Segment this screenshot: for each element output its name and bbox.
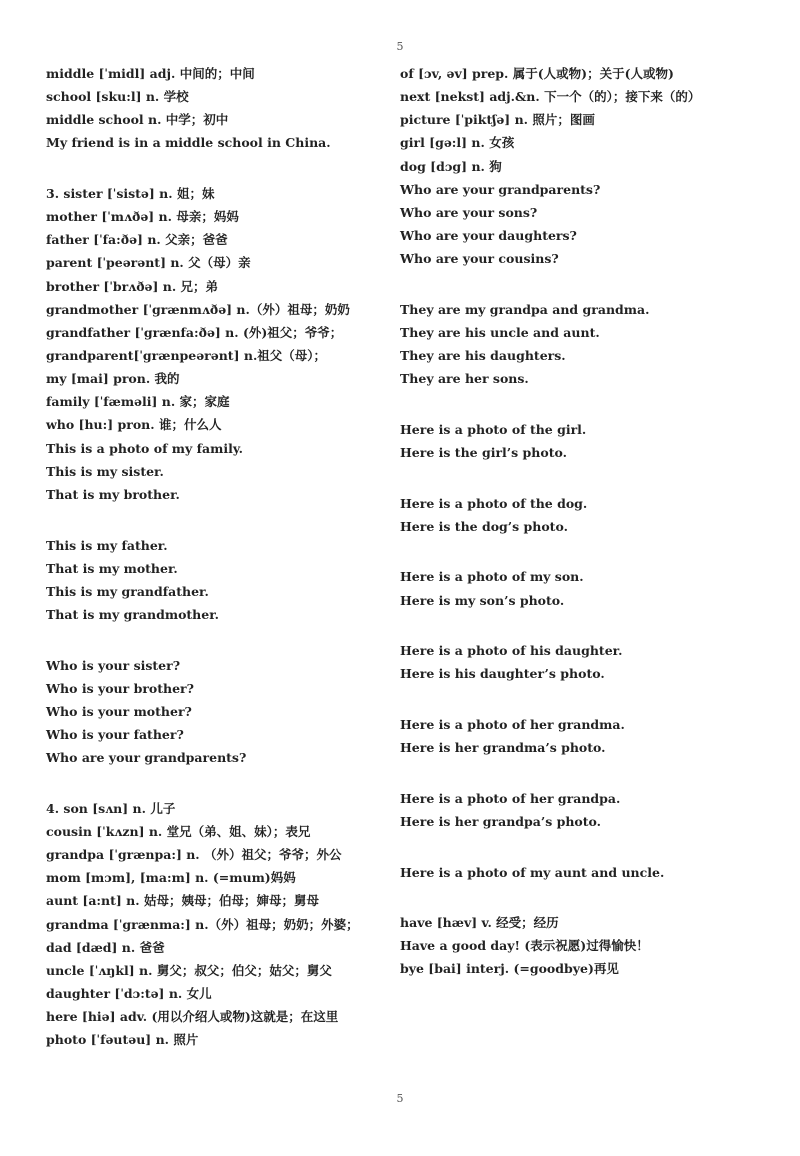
text-line: here [hiə] adv. (用以介绍人或物)这就是；在这里 <box>46 1009 339 1025</box>
text-line: Who are your cousins? <box>400 251 559 267</box>
text-line: This is my grandfather. <box>46 583 209 599</box>
text-line: Who is your mother? <box>46 703 192 719</box>
text-line: uncle [ˈʌŋkl] n. 舅父；叔父；伯父；姑父；舅父 <box>46 962 332 978</box>
blank-line <box>400 612 790 640</box>
text-line: Here is a photo of my aunt and uncle. <box>400 864 665 880</box>
text-line: next [nekst] adj.&n. 下一个（的）；接下来（的） <box>400 89 701 105</box>
text-line: Here is his daughter’s photo. <box>400 666 605 682</box>
text-line: picture [ˈpiktʃə] n. 照片；图画 <box>400 112 595 128</box>
text-line: They are his uncle and aunt. <box>400 324 600 340</box>
blank-line <box>46 626 386 654</box>
text-line: grandpa [ˈgrænpa:] n. （外）祖父；爷爷；外公 <box>46 847 342 863</box>
left-column <box>46 62 386 1051</box>
text-line: brother [ˈbrʌðə] n. 兄；弟 <box>46 278 219 294</box>
text-line: Who is your sister? <box>46 657 181 673</box>
page-number-top: 5 <box>396 40 404 53</box>
text-line: grandfather [ˈgrænfa:ðə] n. (外)祖父；爷爷； <box>46 324 343 340</box>
text-line: That is my mother. <box>46 560 178 576</box>
text-line: This is my father. <box>46 537 168 553</box>
page-number-bottom: 5 <box>396 1092 404 1105</box>
text-line: parent [ˈpeərənt] n. 父（母）亲 <box>46 255 251 271</box>
text-line: of [ɔv, əv] prep. 属于(人或物)；关于(人或物) <box>400 66 674 81</box>
blank-line <box>400 538 790 566</box>
text-line: Here is a photo of her grandpa. <box>400 790 621 806</box>
text-line: bye [bai] interj. (=goodbye)再见 <box>400 961 619 977</box>
text-line: 3. sister [ˈsistə] n. 姐；妹 <box>46 186 215 202</box>
text-line: Have a good day! (表示祝愿)过得愉快！ <box>400 938 649 954</box>
text-line: dad [dæd] n. 爸爸 <box>46 939 165 955</box>
blank-line <box>46 769 386 797</box>
text-line: Here is a photo of her grandma. <box>400 716 625 732</box>
text-line: daughter [ˈdɔ:tə] n. 女儿 <box>46 985 212 1001</box>
text-line: Who is your father? <box>46 727 184 743</box>
blank-line <box>400 884 790 912</box>
text-line: Who are your daughters? <box>400 227 577 243</box>
text-line: family [ˈfæməli] n. 家；家庭 <box>46 394 230 410</box>
text-line: grandma [ˈgrænma:] n.（外）祖母；奶奶；外婆； <box>46 916 359 932</box>
blank-line <box>400 390 790 418</box>
blank-line <box>400 464 790 492</box>
text-line: They are my grandpa and grandma. <box>400 301 650 317</box>
text-line: Here is my son’s photo. <box>400 592 565 608</box>
text-line: aunt [a:nt] n. 姑母；姨母；伯母；婶母；舅母 <box>46 893 319 909</box>
text-line: mom [mɔm], [ma:m] n. (=mum)妈妈 <box>46 870 296 886</box>
text-line: Here is the dog’s photo. <box>400 518 568 534</box>
text-line: That is my grandmother. <box>46 606 220 622</box>
blank-line <box>400 270 790 298</box>
text-line: who [hu:] pron. 谁；什么人 <box>46 417 222 433</box>
text-line: Here is her grandma’s photo. <box>400 740 606 756</box>
blank-line <box>46 506 386 534</box>
text-line: They are his daughters. <box>400 348 566 364</box>
text-line: photo [ˈfəutəu] n. 照片 <box>46 1032 199 1048</box>
text-line: middle school n. 中学；初中 <box>46 112 229 128</box>
text-line: Here is a photo of the girl. <box>400 421 587 437</box>
text-line: Who are your sons? <box>400 204 538 220</box>
blank-line <box>400 685 790 713</box>
blank-line <box>400 759 790 787</box>
text-line: Who are your grandparents? <box>400 181 601 197</box>
text-line: middle [ˈmidl] adj. 中间的；中间 <box>46 66 255 81</box>
text-line: Who are your grandparents? <box>46 750 247 766</box>
text-line: mother [ˈmʌðə] n. 母亲；妈妈 <box>46 209 239 225</box>
text-line: This is my sister. <box>46 463 164 479</box>
text-line: dog [dɔg] n. 狗 <box>400 158 502 174</box>
text-line: grandmother [ˈgrænmʌðə] n.（外）祖母；奶奶 <box>46 301 350 317</box>
text-line: have [hæv] v. 经受；经历 <box>400 915 559 931</box>
text-line: Here is a photo of his daughter. <box>400 643 623 659</box>
text-line: My friend is in a middle school in China. <box>46 135 331 151</box>
text-line: 4. son [sʌn] n. 儿子 <box>46 800 176 816</box>
text-line: Who is your brother? <box>46 680 194 696</box>
text-line: That is my brother. <box>46 486 180 502</box>
text-line: This is a photo of my family. <box>46 440 244 456</box>
text-line: my [mai] pron. 我的 <box>46 371 180 387</box>
text-line: school [sku:l] n. 学校 <box>46 89 189 105</box>
text-line: father [ˈfa:ðə] n. 父亲；爸爸 <box>46 232 228 248</box>
text-line: Here is her grandpa’s photo. <box>400 813 602 829</box>
text-line: They are her sons. <box>400 371 529 387</box>
text-line: grandparent[ˈgrænpeərənt] n.祖父（母）； <box>46 348 327 364</box>
text-line: Here is the girl’s photo. <box>400 444 567 460</box>
text-line: cousin [ˈkʌzn] n. 堂兄（弟、姐、妹）；表兄 <box>46 823 311 839</box>
right-column <box>400 62 790 981</box>
text-line: girl [gə:l] n. 女孩 <box>400 135 515 151</box>
blank-line <box>46 155 386 183</box>
text-line: Here is a photo of the dog. <box>400 495 588 511</box>
text-line: Here is a photo of my son. <box>400 569 584 585</box>
blank-line <box>400 833 790 861</box>
